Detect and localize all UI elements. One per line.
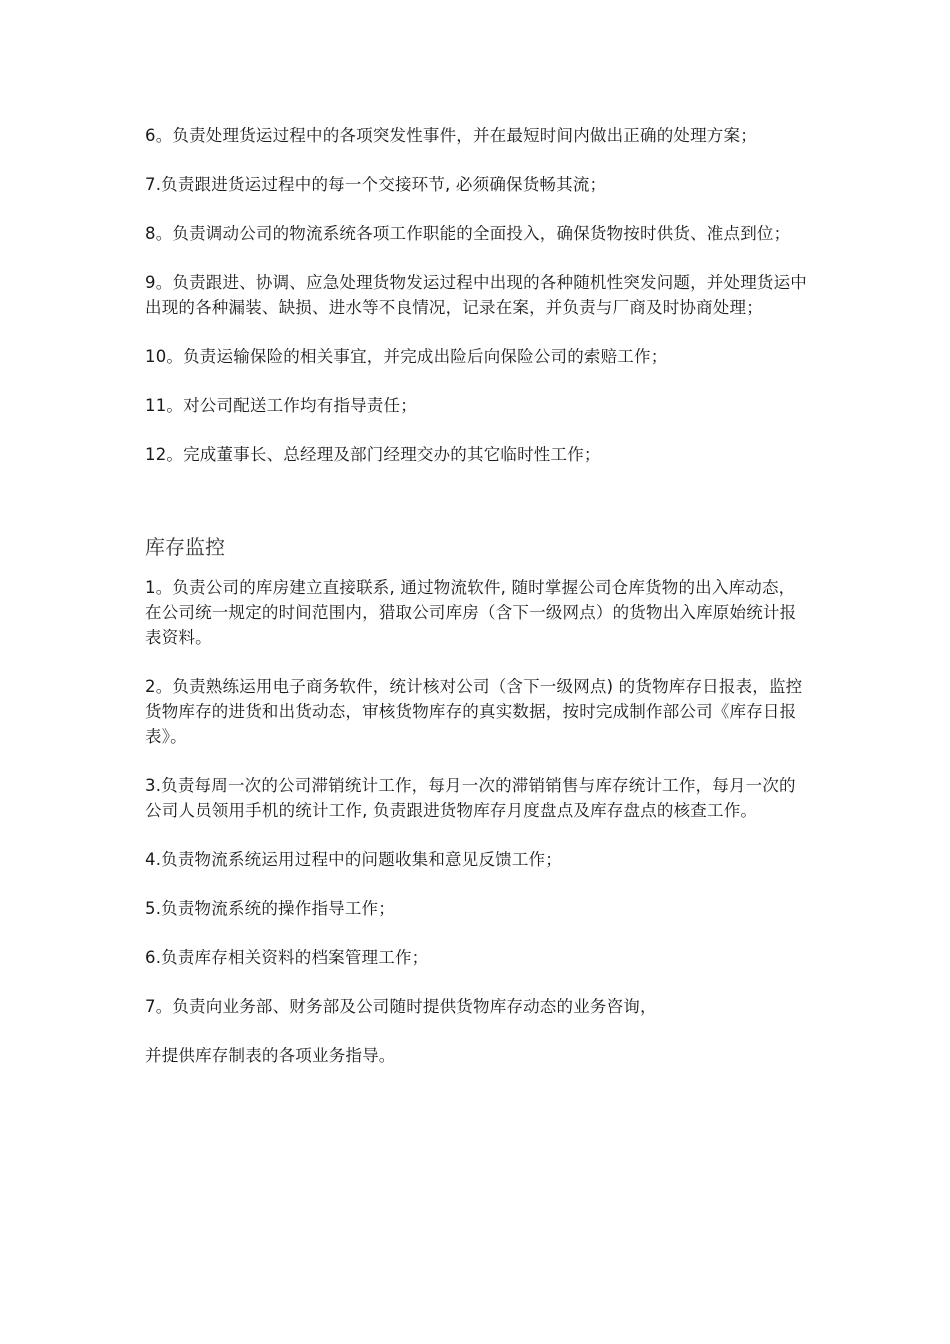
duty-item-6: 6。负责处理货运过程中的各项突发性事件，并在最短时间内做出正确的处理方案； [145,126,757,145]
duty-item-12: 12。完成董事长、总经理及部门经理交办的其它临时性工作； [145,445,601,464]
duty-item-11: 11。对公司配送工作均有指导责任； [145,396,417,415]
duty-item-9: 9。负责跟进、协调、应急处理货物发运过程中出现的各种随机性突发问题，并处理货运中出现的各种漏装、缺损、进水等不良情况，记录在案，并负责与厂商及时协商处理； [145,273,807,317]
inventory-item-7: 7。负责向业务部、财务部及公司随时提供货物库存动态的业务咨询， [145,997,657,1016]
document-body [145,123,810,1092]
inventory-item-3: 3.负责每周一次的公司滞销统计工作，每月一次的滞销销售与库存统计工作，每月一次的公司人员领用手机的统计工作, 负责跟进货物库存月度盘点及库存盘点的核查工作。 [145,776,796,820]
inventory-item-4: 4.负责物流系统运用过程中的问题收集和意见反馈工作； [145,850,562,869]
inventory-item-5: 5.负责物流系统的操作指导工作； [145,899,395,918]
inventory-item-1: 1。负责公司的库房建立直接联系, 通过物流软件, 随时掌握公司仓库货物的出入库动态，在公司统一规定的时间范围内，猎取公司库房（含下一级网点）的货物出入库原始统计报表资料。 [145,578,797,647]
duty-item-8: 8。负责调动公司的物流系统各项工作职能的全面投入，确保货物按时供货、准点到位； [145,224,791,243]
section-heading-inventory: 库存监控 [145,535,225,559]
inventory-item-2: 2。负责熟练运用电子商务软件，统计核对公司（含下一级网点) 的货物库存日报表，监控货物库存的进货和出货动态，审核货物库存的真实数据，按时完成制作部公司《库存日报表》。 [145,677,803,746]
inventory-item-6: 6.负责库存相关资料的档案管理工作； [145,948,429,967]
duty-item-10: 10。负责运输保险的相关事宜，并完成出险后向保险公司的索赔工作； [145,347,668,366]
duty-item-7: 7.负责跟进货运过程中的每一个交接环节, 必须确保货畅其流； [145,175,607,194]
inventory-item-7-continued: 并提供库存制表的各项业务指导。 [145,1046,396,1065]
